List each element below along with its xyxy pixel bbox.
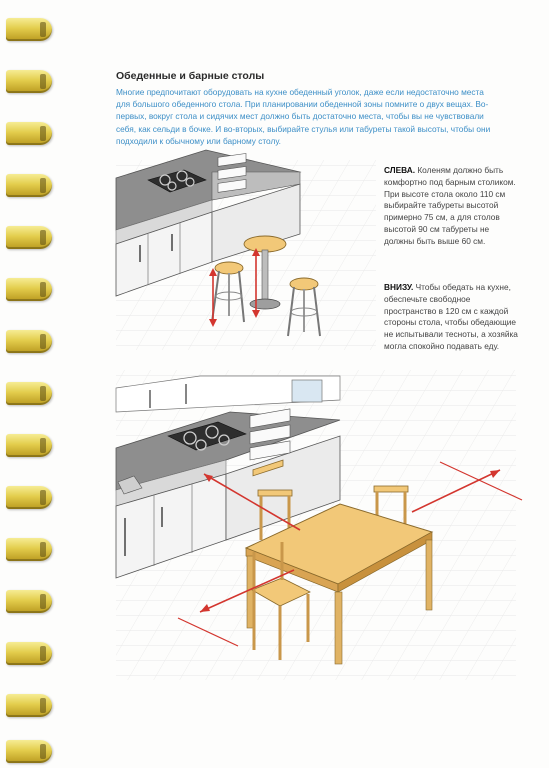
intro-paragraph: Многие предпочитают оборудовать на кухне обеденный уголок, даже если недостаточно места для большого обеденного стола. При планировании обеденной зоны помните о двух вещах. Во-первых, вокруг стола и сидячих мест должно быть достаточно места, чтобы вы не чувствовали себя, как сельди в бочке. И во-вторых, выбирайте стулья или табуреты такой высоты, чтобы они подходили к обычному или барному столу. (116, 87, 491, 146)
caption-below-text: Чтобы обедать на кухне, обеспечьте свободное пространство в 120 см с каждой стороны стола, чтобы обедающие не испытывали тесноты, а хозяйка могла спокойно подавать еду. (384, 282, 518, 351)
caption-left-label: СЛЕВА. (384, 165, 416, 175)
table-leg (335, 592, 342, 664)
section-title: Обеденные и барные столы (116, 70, 265, 82)
dining-table-illustration (116, 370, 522, 680)
bar-table-top (244, 236, 286, 252)
caption-below (384, 282, 520, 353)
caption-below-label: ВНИЗУ. (384, 282, 414, 292)
bar-table-illustration (116, 150, 376, 350)
caption-left-text: Коленям должно быть комфортно под барным столиком. При высоте стола около 110 см выбирайте табуреты высотой примерно 75 см, а для столов высотой 90 см табуреты не должны быть выше 60 см. (384, 165, 516, 246)
caption-left (384, 165, 520, 248)
table-leg (426, 540, 432, 610)
table-leg (247, 556, 253, 628)
